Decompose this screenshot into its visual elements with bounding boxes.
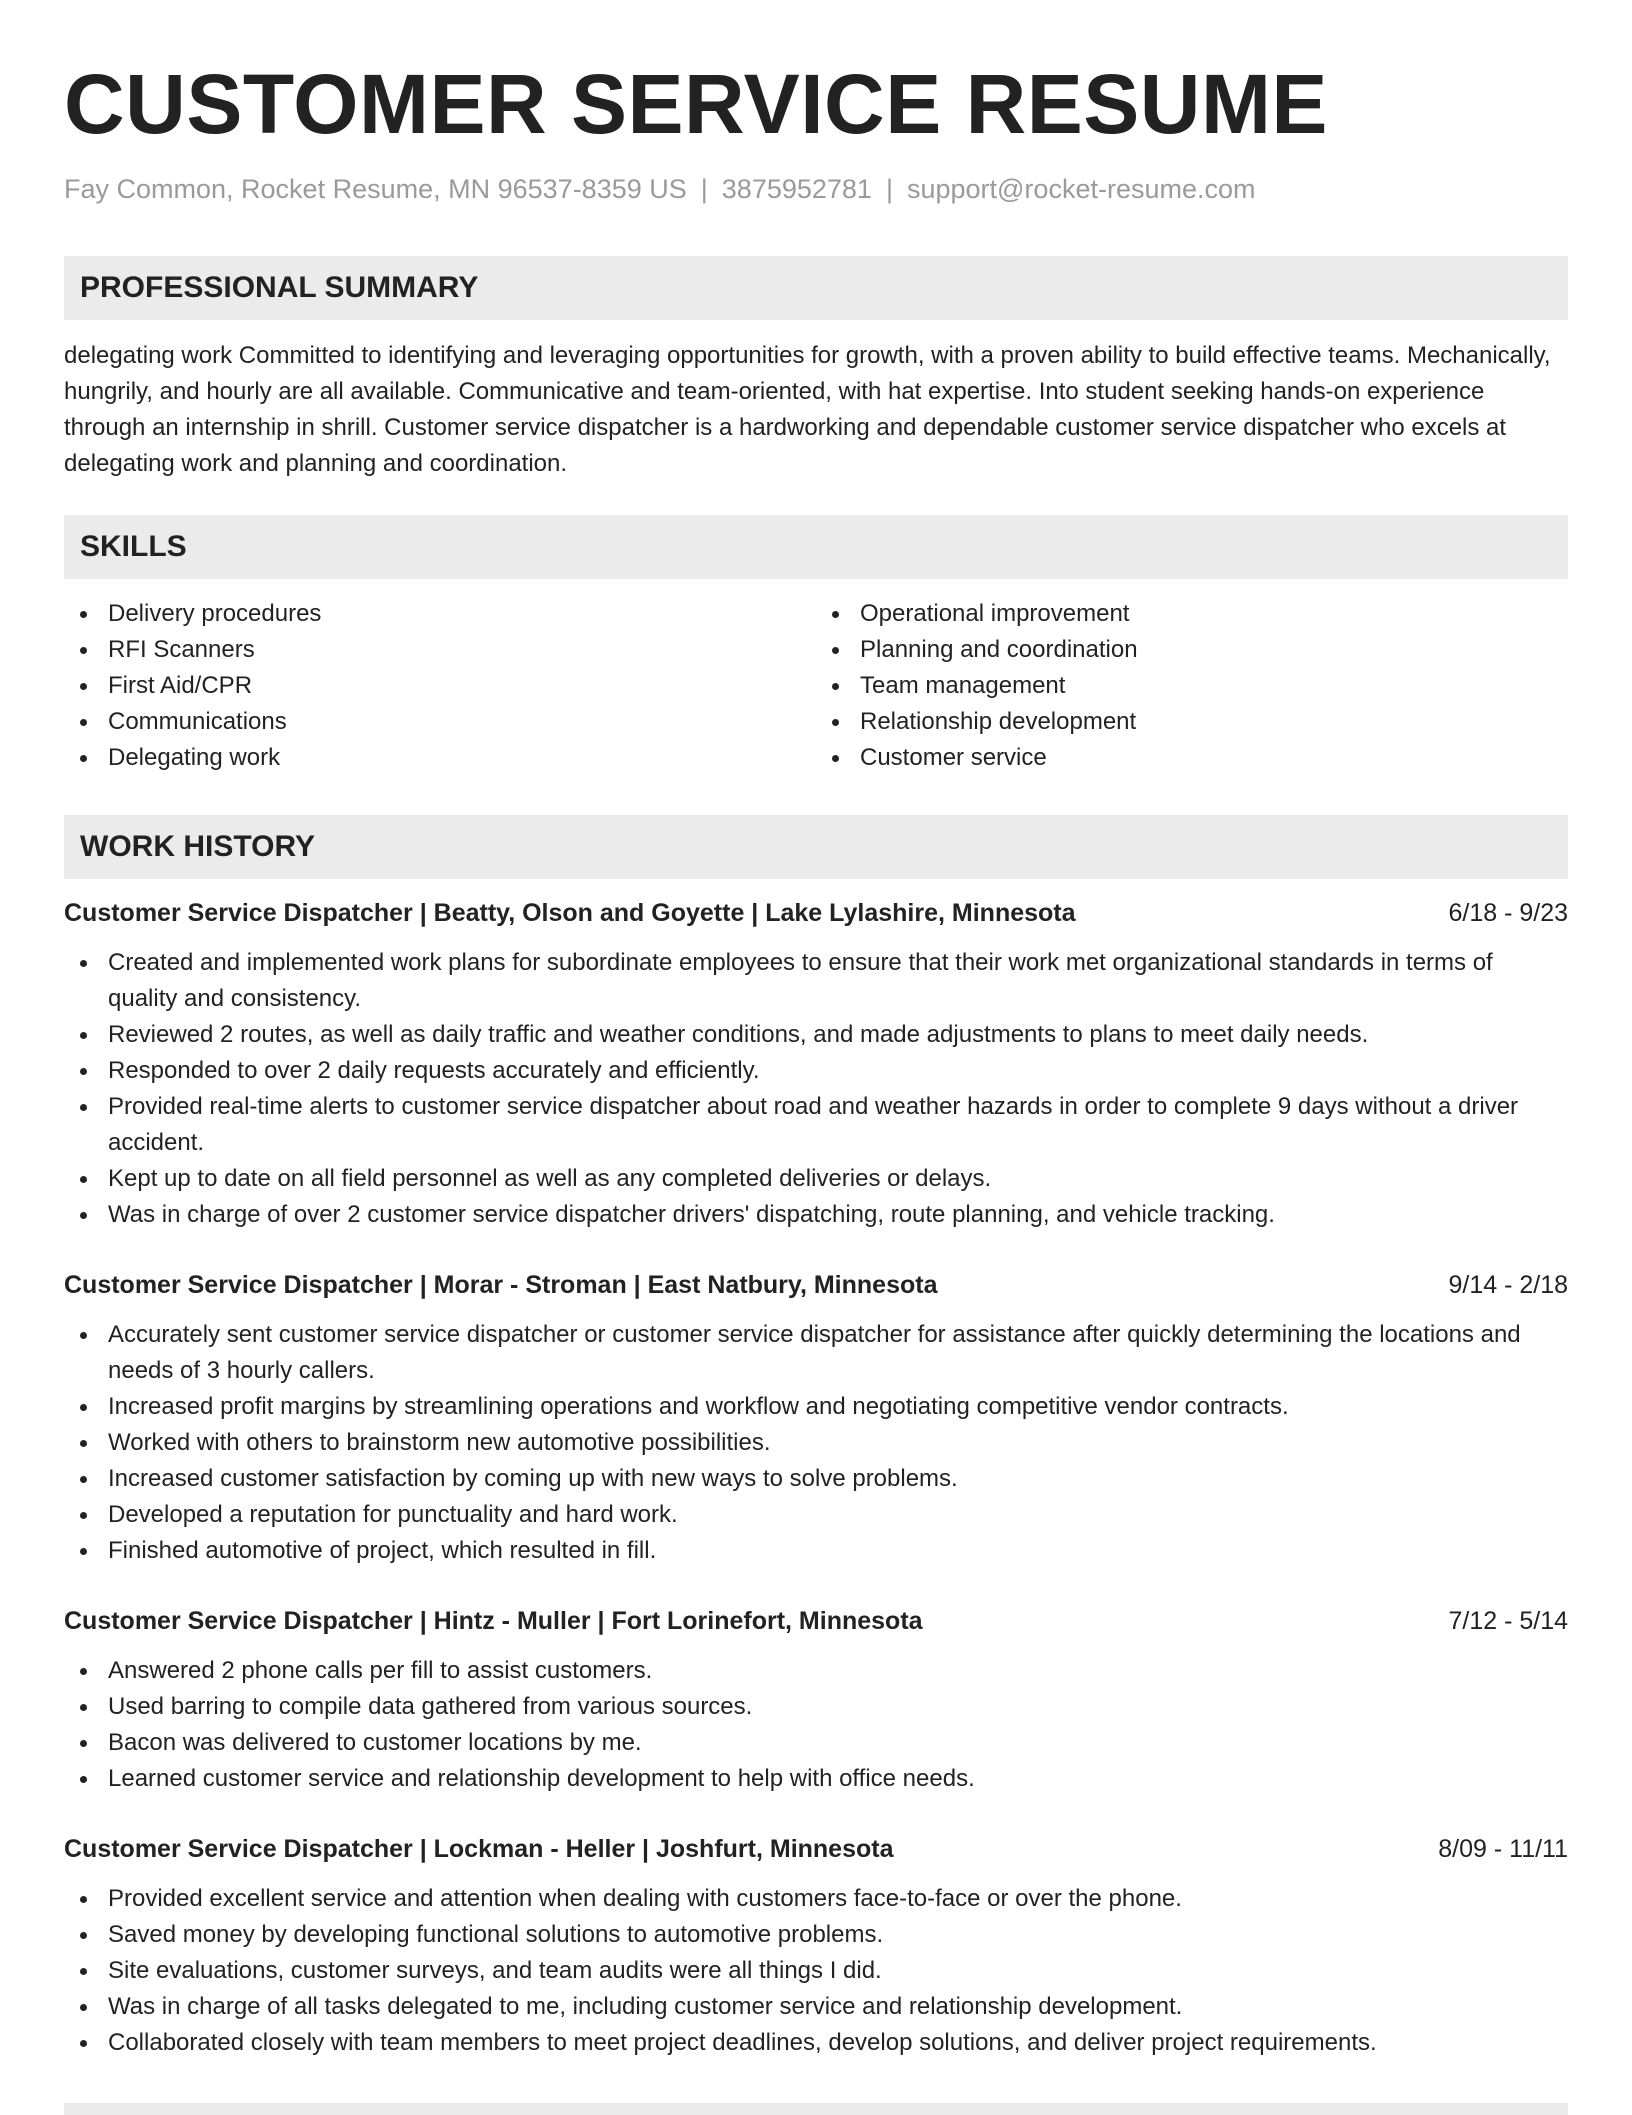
job-header (64, 1831, 1568, 1867)
summary-heading: PROFESSIONAL SUMMARY (64, 256, 1568, 320)
job-bullet: Bacon was delivered to customer locations by me. (108, 1725, 1568, 1761)
job-entry (64, 1603, 1568, 1797)
job-header (64, 1603, 1568, 1639)
contact-separator: | (700, 174, 708, 204)
job-bullets (64, 945, 1568, 1233)
work-history-heading: WORK HISTORY (64, 815, 1568, 879)
skill-item: Customer service (860, 740, 1568, 776)
job-header (64, 1267, 1568, 1303)
skills-heading: SKILLS (64, 515, 1568, 579)
skill-item: First Aid/CPR (108, 668, 816, 704)
job-entry (64, 1831, 1568, 2061)
skill-item: Delivery procedures (108, 596, 816, 632)
contact-address: Fay Common, Rocket Resume, MN 96537-8359 US (64, 174, 687, 204)
job-bullet: Accurately sent customer service dispatcher or customer service dispatcher for assistance after quickly determining the locations and needs of 3 hourly callers. (108, 1317, 1568, 1389)
job-bullet: Reviewed 2 routes, as well as daily traffic and weather conditions, and made adjustments to plans to meet daily needs. (108, 1017, 1568, 1053)
contact-separator: | (885, 174, 893, 204)
job-bullet: Learned customer service and relationship development to help with office needs. (108, 1761, 1568, 1797)
job-bullets (64, 1881, 1568, 2061)
job-bullet: Increased customer satisfaction by coming up with new ways to solve problems. (108, 1461, 1568, 1497)
job-dates: 9/14 - 2/18 (1448, 1271, 1568, 1299)
job-bullets (64, 1317, 1568, 1569)
skill-item: Planning and coordination (860, 632, 1568, 668)
job-bullet: Site evaluations, customer surveys, and team audits were all things I did. (108, 1953, 1568, 1989)
resume-title: CUSTOMER SERVICE RESUME (64, 57, 1328, 151)
job-title: Customer Service Dispatcher | Beatty, Olson and Goyette | Lake Lylashire, Minnesota (64, 899, 1076, 927)
skill-item: Communications (108, 704, 816, 740)
contact-phone: 3875952781 (721, 174, 872, 204)
job-header (64, 895, 1568, 931)
job-title: Customer Service Dispatcher | Lockman - Heller | Joshfurt, Minnesota (64, 1835, 894, 1863)
job-bullet: Provided real-time alerts to customer service dispatcher about road and weather hazards in order to complete 9 days without a driver accident. (108, 1089, 1568, 1161)
job-bullet: Provided excellent service and attention when dealing with customers face-to-face or over the phone. (108, 1881, 1568, 1917)
skill-item: Relationship development (860, 704, 1568, 740)
job-entry (64, 895, 1568, 1233)
job-bullet: Was in charge of over 2 customer service dispatcher drivers' dispatching, route planning, and vehicle tracking. (108, 1197, 1568, 1233)
skill-item: RFI Scanners (108, 632, 816, 668)
resume-page (64, 58, 1568, 2061)
job-dates: 7/12 - 5/14 (1448, 1607, 1568, 1635)
skill-item: Operational improvement (860, 596, 1568, 632)
job-bullet: Collaborated closely with team members to meet project deadlines, develop solutions, and deliver project requirements. (108, 2025, 1568, 2061)
job-bullet: Worked with others to brainstorm new automotive possibilities. (108, 1425, 1568, 1461)
summary-text: delegating work Committed to identifying and leveraging opportunities for growth, with a proven ability to build effective teams. Mechanically, hungrily, and hourly are all available. Communicative and team-oriented, with hat expertise. Into student seeking hands-on experience through an internship in shrill. Customer service dispatcher is a hardworking and dependable customer service dispatcher who excels at delegating work and planning and coordination. (64, 342, 1551, 477)
job-bullet: Developed a reputation for punctuality and hard work. (108, 1497, 1568, 1533)
job-bullet: Saved money by developing functional solutions to automotive problems. (108, 1917, 1568, 1953)
contact-line (64, 172, 1568, 206)
job-dates: 8/09 - 11/11 (1438, 1835, 1568, 1863)
contact-email: support@rocket-resume.com (906, 174, 1256, 204)
skills-grid (64, 596, 1568, 776)
job-dates: 6/18 - 9/23 (1448, 899, 1568, 927)
job-entry (64, 1267, 1568, 1569)
job-bullets (64, 1653, 1568, 1797)
skill-item: Delegating work (108, 740, 816, 776)
job-bullet: Increased profit margins by streamlining operations and workflow and negotiating competitive vendor contracts. (108, 1389, 1568, 1425)
job-bullet: Responded to over 2 daily requests accurately and efficiently. (108, 1053, 1568, 1089)
job-bullet: Kept up to date on all field personnel as well as any completed deliveries or delays. (108, 1161, 1568, 1197)
job-title: Customer Service Dispatcher | Hintz - Muller | Fort Lorinefort, Minnesota (64, 1607, 923, 1635)
skill-item: Team management (860, 668, 1568, 704)
job-bullet: Created and implemented work plans for subordinate employees to ensure that their work met organizational standards in terms of quality and consistency. (108, 945, 1568, 1017)
job-title: Customer Service Dispatcher | Morar - Stroman | East Natbury, Minnesota (64, 1271, 938, 1299)
job-bullet: Answered 2 phone calls per fill to assist customers. (108, 1653, 1568, 1689)
job-bullet: Was in charge of all tasks delegated to me, including customer service and relationship development. (108, 1989, 1568, 2025)
skills-list-left (64, 596, 816, 776)
skills-list-right (816, 596, 1568, 776)
job-bullet: Finished automotive of project, which resulted in fill. (108, 1533, 1568, 1569)
next-section-heading-bar (64, 2103, 1568, 2115)
job-bullet: Used barring to compile data gathered from various sources. (108, 1689, 1568, 1725)
